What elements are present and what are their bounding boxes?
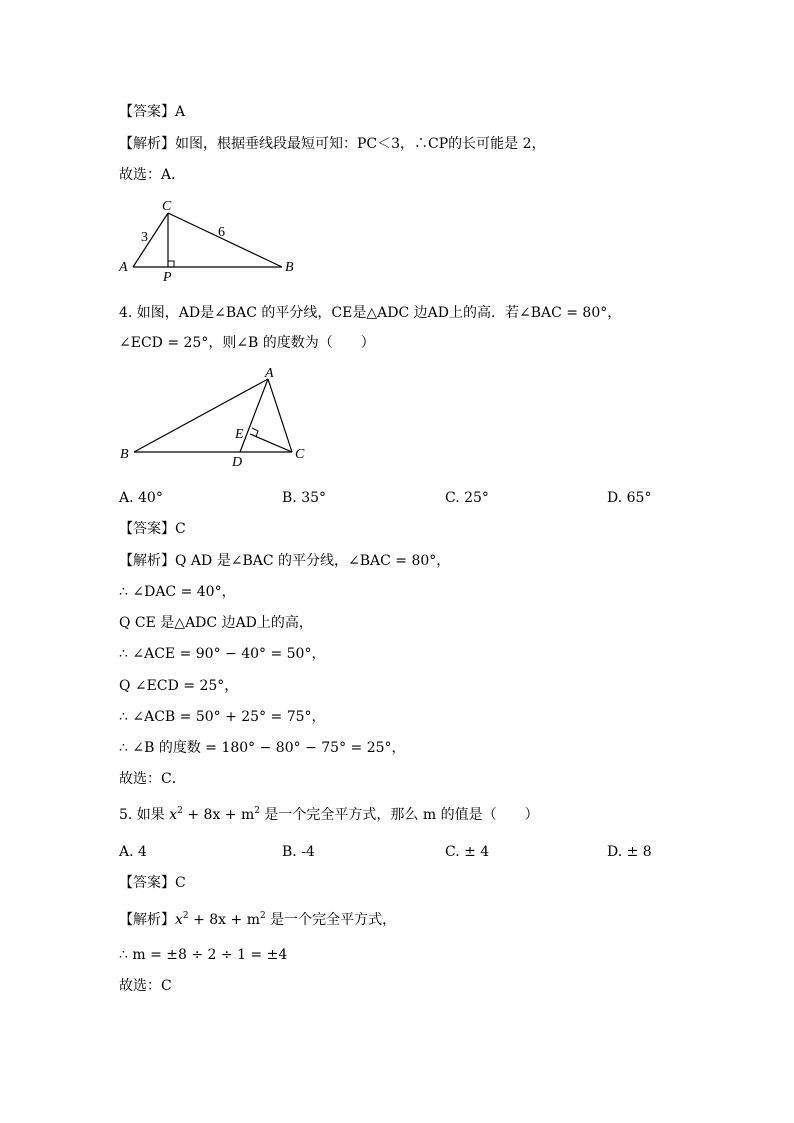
q4-label-d: D: [232, 455, 243, 470]
q3-label-a: A: [119, 260, 128, 275]
q4-analysis-line4: ∴ ∠ACE = 90° − 40° = 50°，: [119, 646, 326, 662]
q5-answer: 【答案】C: [119, 875, 186, 891]
q3-analysis: 【解析】如图，根据垂线段最短可知：PC＜3，∴CP的长可能是 2，: [119, 136, 546, 152]
q4-label-a: A: [265, 366, 274, 381]
q5-calc: ∴ m = ±8 ÷ 2 ÷ 1 = ±4: [119, 947, 288, 963]
q4-analysis-line7: ∴ ∠B 的度数 = 180° − 80° − 75° = 25°，: [119, 740, 406, 756]
q3-label-ac-length: 3: [141, 230, 148, 245]
q5-option-a: A. 4: [119, 844, 147, 860]
q4-analysis-line3: Q CE 是△ADC 边AD上的高，: [119, 615, 313, 631]
q5-analysis-exp1: 2: [182, 911, 189, 921]
q3-label-p: P: [163, 270, 172, 285]
q4-analysis-line1: 【解析】Q AD 是∠BAC 的平分线，∠BAC = 80°，: [119, 553, 451, 569]
q5-analysis: [119, 911, 396, 929]
q4-segment-ba: [134, 379, 268, 452]
q5-analysis-x: x: [175, 912, 183, 928]
q4-stem-line1: 4. 如图，AD是∠BAC 的平分线，CE是△ADC 边AD上的高．若∠BAC = 80°，: [119, 305, 622, 321]
q5-stem-exp1: 2: [177, 806, 183, 816]
q5-stem-x: x: [169, 807, 178, 823]
q5-option-d: D. ± 8: [607, 844, 652, 860]
q5-option-c: C. ± 4: [445, 844, 490, 860]
q4-segment-ac: [268, 379, 292, 452]
q4-option-b: B. 35°: [282, 490, 327, 506]
q5-stem-mid: + 8x + m: [182, 807, 255, 823]
q4-option-a: A. 40°: [119, 490, 163, 506]
q4-segment-ad: [240, 379, 268, 452]
q3-label-c: C: [162, 199, 172, 214]
q3-label-b: B: [285, 260, 294, 275]
q4-stem-line2: ∠ECD = 25°，则∠B 的度数为（ ）: [119, 335, 375, 351]
q4-label-b: B: [120, 447, 129, 462]
q4-label-e: E: [235, 427, 244, 442]
q4-answer: 【答案】C: [119, 521, 186, 537]
q5-stem-prefix: 5. 如果: [119, 807, 170, 823]
q5-stem: [119, 806, 539, 824]
q5-stem-suffix: 是一个完全平方式，那么 m 的值是（ ）: [259, 807, 539, 823]
q4-analysis-line2: ∴ ∠DAC = 40°，: [119, 584, 236, 600]
q3-choice: 故选：A．: [119, 167, 186, 183]
q5-analysis-suffix: 是一个完全平方式，: [265, 912, 397, 928]
q5-analysis-mid: + 8x + m: [188, 912, 260, 928]
q5-analysis-prefix: 【解析】: [119, 912, 175, 928]
q4-analysis-line5: Q ∠ECD = 25°，: [119, 678, 239, 694]
q3-answer: 【答案】A: [119, 104, 186, 120]
q3-label-cb-length: 6: [218, 225, 225, 240]
q4-analysis-line6: ∴ ∠ACB = 50° + 25° = 75°，: [119, 709, 326, 725]
q4-option-d: D. 65°: [607, 490, 652, 506]
q4-option-c: C. 25°: [445, 490, 489, 506]
q5-analysis-exp2: 2: [259, 911, 266, 921]
q5-stem-exp2: 2: [254, 806, 260, 816]
q5-choice: 故选：C: [119, 978, 172, 994]
q4-analysis-line8: 故选：C．: [119, 771, 186, 787]
q4-label-c: C: [295, 447, 305, 462]
q5-option-b: B. -4: [282, 844, 315, 860]
